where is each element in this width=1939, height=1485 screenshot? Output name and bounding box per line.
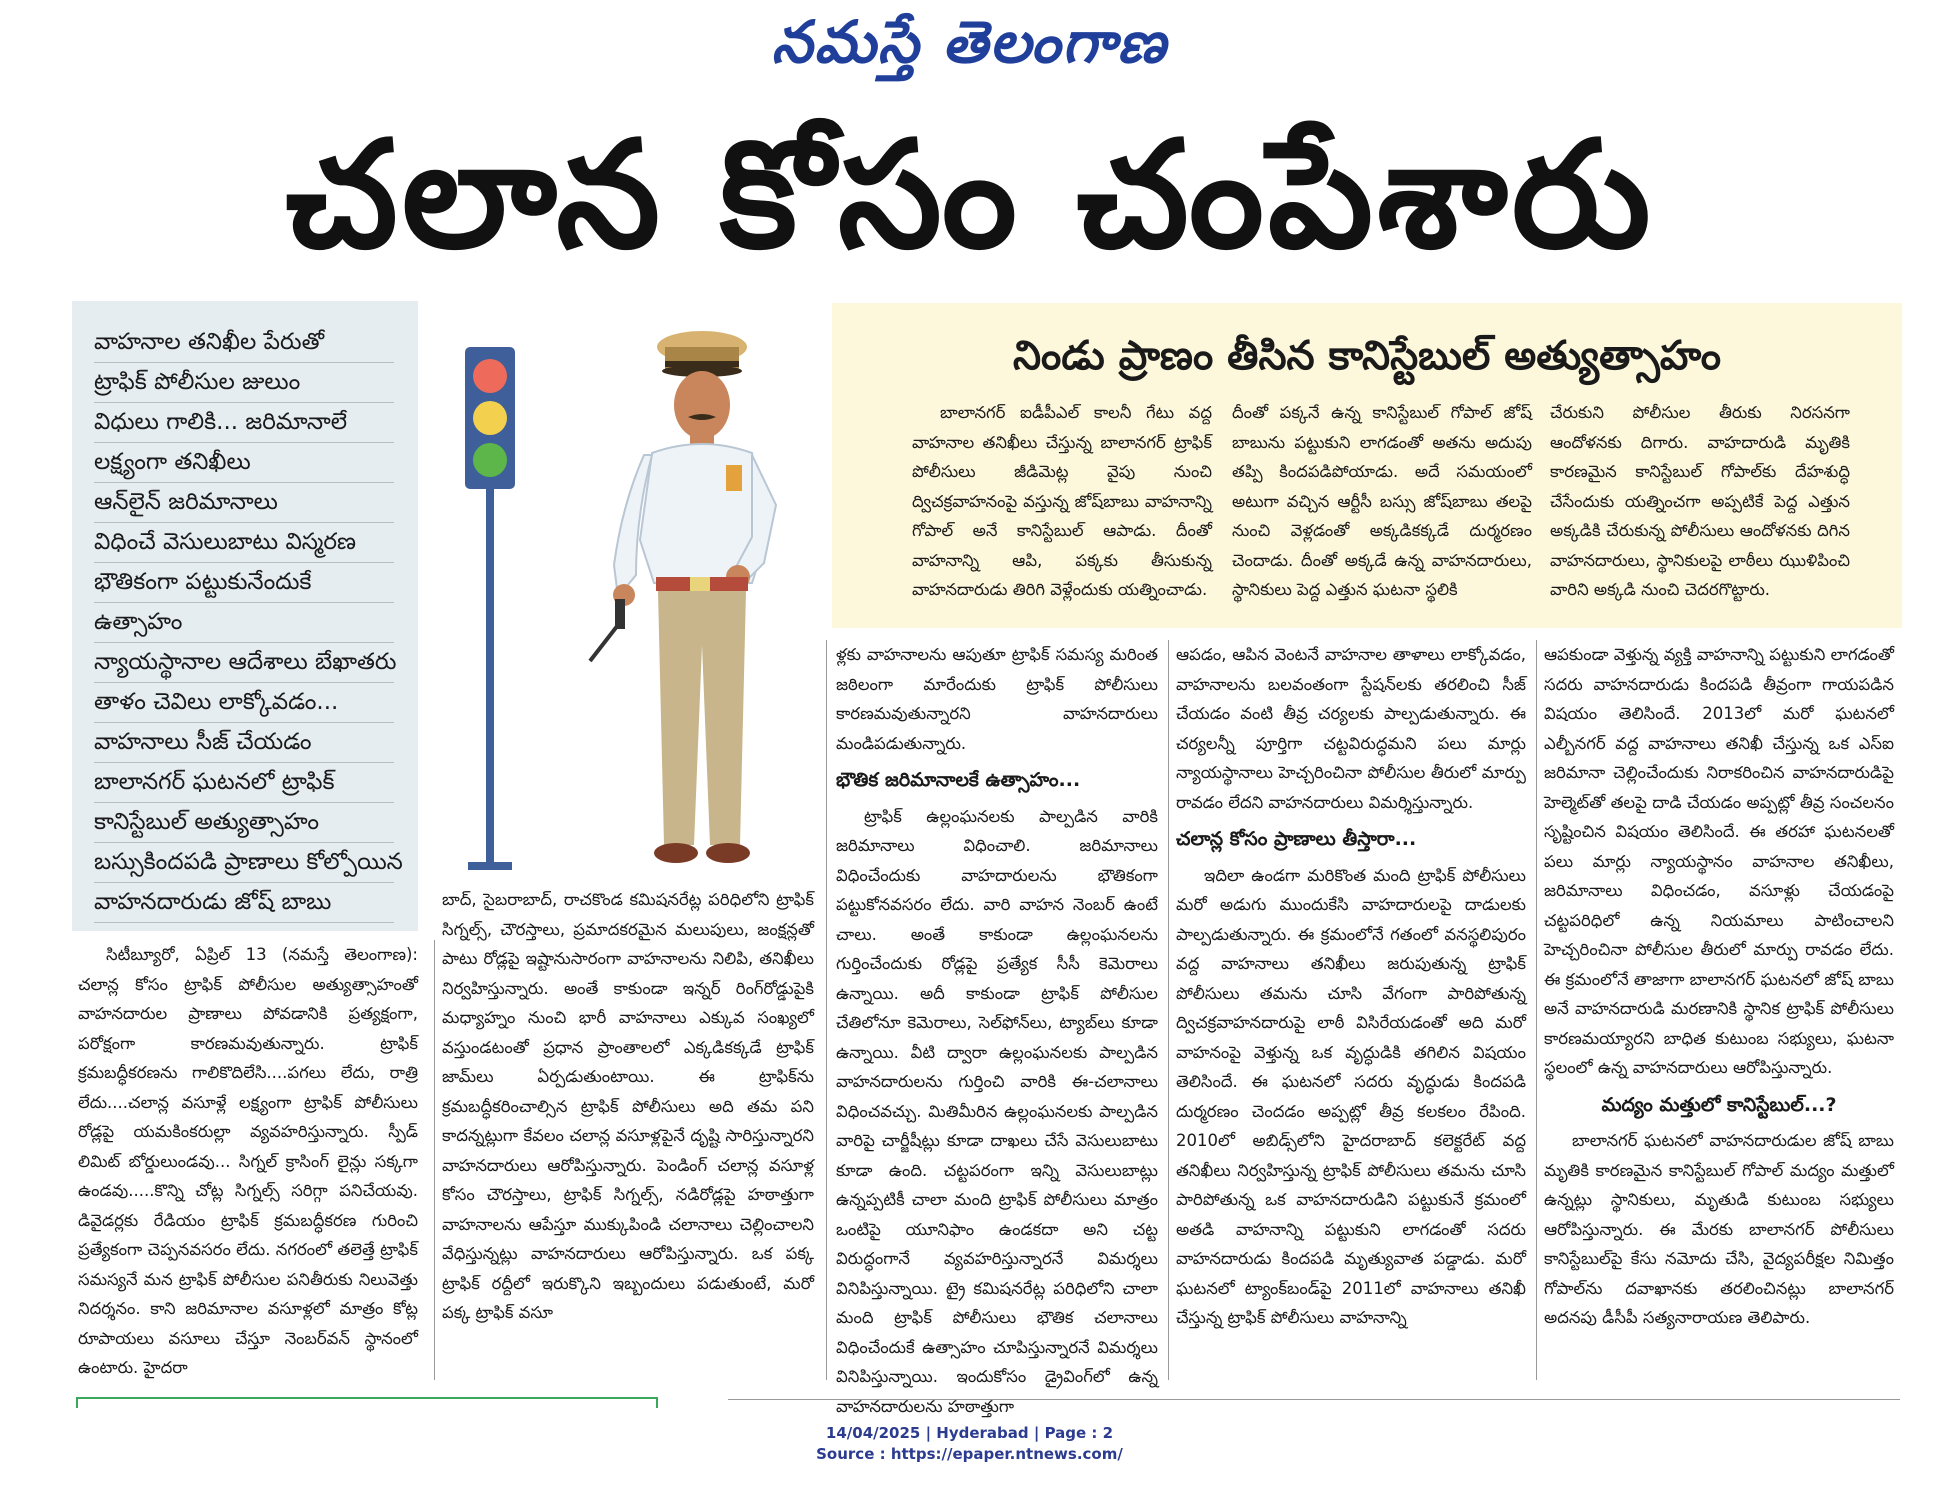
column-divider (1168, 640, 1169, 1380)
column-divider (826, 640, 827, 1380)
masthead-logo: నమస్తే తెలంగాణ (771, 8, 1168, 76)
highlight-item: లక్ష్యంగా తనిఖీలు (94, 443, 394, 483)
highlight-item: భౌతికంగా పట్టుకునేందుకే (94, 563, 394, 603)
subheading: చలాన్ల కోసం ప్రాణాలు తీస్తారా... (1176, 828, 1417, 850)
subheading: మద్యం మత్తులో కానిస్టేబుల్...? (1601, 1093, 1837, 1116)
highlight-item: బాలానగర్ ఘటనలో ట్రాఫిక్ (94, 763, 394, 803)
page-footer (0, 1423, 1939, 1465)
highlight-item: తాళం చెవిలు లాక్కోవడం... (94, 683, 394, 723)
article-column-3 (836, 640, 1158, 1416)
box-column-3 (1550, 398, 1850, 618)
advertisement-edge (76, 1397, 658, 1408)
paragraph: బాలానగర్ ఐడీపీఎల్ కాలనీ గేటు వద్ద వాహనాల తనిఖీలు చేస్తున్న బాలానగర్ ట్రాఫిక్ పోలీసులు జీడిమెట్ల వైపు నుంచి ద్విచక్రవాహనంపై వస్తున్న జోష్‌బాబు వాహనాన్ని గోపాల్ అనే కానిస్టేబుల్ ఆపాడు. దీంతో వాహనాన్ని ఆపి, పక్కకు తీసుకున్న వాహనదారుడు తిరిగి వెళ్లేందుకు యత్నించాడు. (912, 403, 1212, 599)
paragraph: ఆపకుండా వెళ్తున్న వ్యక్తి వాహనాన్ని పట్టుకుని లాగడంతో సదరు వాహనదారుడు కిందపడి తీవ్రంగా గాయపడిన విషయం తెలిసిందే. 2013లో మరో ఘటనలో ఎల్బీనగర్ వద్ద వాహనాలు తనిఖీ చేస్తున్న ఒక ఎస్ఐ జరిమానా చెల్లించేందుకు నిరాకరించిన వాహనదారుడిపై హెల్మెట్‌తో తలపై దాడి చేయడం అప్పట్లో తీవ్ర సంచలనం సృష్టించిన విషయం తెలిసిందే. ఈ తరహా ఘటనలతో పలు మార్లు న్యాయస్థానం వాహనాల తనిఖీలు, జరిమానాలు విధించడం, వసూళ్లు చేయడంపై చట్టపరిధిలో ఉన్న నియమాలు పాటించాలని హెచ్చరించినా పోలీసుల తీరులో మార్పు రావడం లేదు. ఈ క్రమంలోనే తాజాగా బాలానగర్ ఘటనలో జోష్ బాబు అనే వాహనదారుడి మరణానికి స్థానిక ట్రాఫిక్ పోలీసులు కారణమయ్యారని బాధిత కుటుంబ సభ్యులు, ఘటనా స్థలంలో ఉన్న వాహనదారులు ఆరోపిస్తున్నారు. (1544, 645, 1894, 1077)
highlight-item: వాహనాల తనిఖీల పేరుతో (94, 323, 394, 363)
paragraph: ఆపడం, ఆపిన వెంటనే వాహనాల తాళాలు లాక్కోవడం, వాహనాలను బలవంతంగా స్టేషన్‌లకు తరలించి సీజ్ చేయడం వంటి తీవ్ర చర్యలకు పాల్పడుతున్నారు. ఈ చర్యలన్నీ పూర్తిగా చట్టవిరుద్ధమని పలు మార్లు న్యాయస్థానాలు హెచ్చరించినా పోలీసుల తీరులో మార్పు రావడం లేదని వాహనదారులు విమర్శిస్తున్నారు. (1176, 645, 1526, 812)
highlights-list (72, 301, 418, 923)
box-column-2 (1232, 398, 1532, 618)
subheading: భౌతిక జరిమానాలకే ఉత్సాహం... (836, 769, 1081, 791)
kicker-headline: నిండు ప్రాణం తీసిన కానిస్టేబుల్ అత్యుత్సాహం (1012, 333, 1722, 379)
highlight-item: ట్రాఫిక్ పోలీసుల జులుం (94, 363, 394, 403)
highlights-box (72, 301, 418, 931)
box-column-1 (912, 398, 1212, 618)
kicker-box (832, 303, 1902, 628)
highlight-item: విధించే వెసులుబాటు విస్మరణ (94, 523, 394, 563)
article-column-4 (1176, 640, 1526, 1385)
article-column-5 (1544, 640, 1894, 1385)
paragraph: దీంతో పక్కనే ఉన్న కానిస్టేబుల్ గోపాల్ జోష్ బాబును పట్టుకుని లాగడంతో అతను అదుపు తప్పి కిందపడిపోయాడు. అదే సమయంలో అటుగా వచ్చిన ఆర్టీసీ బస్సు జోష్‌బాబు తలపై నుంచి వెళ్లడంతో అక్కడికక్కడే దుర్మరణం చెందాడు. దీంతో అక్కడే ఉన్న వాహనదారులు, స్థానికులు పెద్ద ఎత్తున ఘటనా స్థలికి (1232, 403, 1532, 599)
article-column-2 (442, 885, 814, 1385)
paragraph: సిటీబ్యూరో, ఏప్రిల్ 13 (నమస్తే తెలంగాణ): చలాన్ల కోసం ట్రాఫిక్ పోలీసుల అత్యుత్సాహంతో వాహనదారుల ప్రాణాలు పోవడానికి ప్రత్యక్షంగా, పరోక్షంగా కారణమవుతున్నారు. ట్రాఫిక్ క్రమబద్ధీకరణను గాలికొదిలేసి....పగలు లేదు, రాత్రి లేదు....చలాన్ల వసూళ్లే లక్ష్యంగా ట్రాఫిక్ పోలీసులు రోడ్లపై యమకింకరుల్లా వ్యవహరిస్తున్నారు. స్పీడ్ లిమిట్ బోర్డులుండవు... సిగ్నల్ క్రాసింగ్ లైన్లు సక్కగా ఉండవు.....కొన్ని చోట్ల సిగ్నల్స్ సరిగ్గా పనిచేయవు. డివైడర్లకు రేడియం ట్రాఫిక్ క్రమబద్ధీకరణ గురించి ప్రత్యేకంగా చెప్పనవసరం లేదు. నగరంలో తలెత్తే ట్రాఫిక్ సమస్యనే మన ట్రాఫిక్ పోలీసుల పనితీరుకు నిలువెత్తు నిదర్శనం. కాని జరిమానాల వసూళ్లలో మాత్రం కోట్ల రూపాయలు వసూలు చేస్తూ నెంబర్‌వన్ స్థానంలో ఉంటారు. హైదరా (78, 945, 418, 1377)
traffic-light-icon (465, 347, 515, 870)
paragraph: ట్రాఫిక్ ఉల్లంఘనలకు పాల్పడిన వారికి జరిమానాలు విధించాలి. జరిమానాలు విధించేందుకు వాహదారులను భౌతికంగా పట్టుకోనవసరం లేదు. వారి వాహన నెంబర్ ఉంటే చాలు. అంతే కాకుండా ఉల్లంఘనలను గుర్తించేందుకు రోడ్లపై ప్రత్యేక సీసీ కెమెరాలు ఉన్నాయి. అదీ కాకుండా ట్రాఫిక్ పోలీసుల చేతిలోనూ కెమెరాలు, సెల్‌ఫోన్‌లు, ట్యాబ్‌లు కూడా ఉన్నాయి. వీటి ద్వారా ఉల్లంఘనలకు పాల్పడిన వాహనదారులను గుర్తించి వారికి ఈ-చలానాలు విధించవచ్చు. మితిమీరిన ఉల్లంఘనలకు పాల్పడిన వారిపై చార్జీషీట్లు కూడా దాఖలు చేసే వెసులుబాటు కూడా ఉంది. చట్టపరంగా ఇన్ని వెసులుబాట్లు ఉన్నప్పటికీ చాలా మంది ట్రాఫిక్ పోలీసులు మాత్రం ఒంటిపై యూనిఫాం ఉండకదా అని చట్ట విరుద్ధంగానే వ్యవహరిస్తున్నారనే విమర్శలు వినిపిస్తున్నాయి. ట్రై కమిషనరేట్ల పరిధిలోని చాలా మంది ట్రాఫిక్ పోలీసులు భౌతిక చలానాలు విధించేందుకే ఉత్సాహం చూపిస్తున్నారనే విమర్శలు వినిపిస్తున్నాయి. ఇందుకోసం డ్రైవింగ్‌లో ఉన్న వాహనదారులను హఠాత్తుగా (836, 806, 1158, 1416)
paragraph: బాద్, సైబరాబాద్, రాచకొండ కమిషనరేట్ల పరిధిలోని ట్రాఫిక్ సిగ్నల్స్, చౌరస్తాలు, ప్రమాదకరమైన మలుపులు, జంక్షన్లతో పాటు రోడ్లపై ఇష్టానుసారంగా వాహనాలను నిలిపి, తనిఖీలు నిర్వహిస్తున్నారు. అంతే కాకుండా ఇన్నర్ రింగ్‌రోడ్డుపైకి మధ్యాహ్నం నుంచి భారీ వాహనాలు ఎక్కువ సంఖ్యలో వస్తుండటంతో ప్రధాన ప్రాంతాలలో ఎక్కడికక్కడే ట్రాఫిక్ జామ్‌లు ఏర్పడుతుంటాయి. ఈ ట్రాఫిక్‌ను క్రమబద్ధీకరించాల్సిన ట్రాఫిక్ పోలీసులు అది తమ పని కాదన్నట్లుగా కేవలం చలాన్ల వసూళ్లపైనే దృష్టి సారిస్తున్నారని వాహనదారులు ఆరోపిస్తున్నారు. పెండింగ్ చలాన్ల వసూళ్ల కోసం చౌరస్తాలు, ట్రాఫిక్ సిగ్నల్స్, నడిరోడ్లపై హఠాత్తుగా వాహనాలను ఆపేస్తూ ముక్కుపిండి చలానాలు చెల్లించాలని వేధిస్తున్నట్లు వాహనదారులు ఆరోపిస్తున్నారు. ఒక పక్క ట్రాఫిక్ రద్దీలో ఇరుక్కొని ఇబ్బందులు పడుతుంటే, మరో పక్క ట్రాఫిక్ వసూ (442, 890, 814, 1322)
column-divider (1536, 640, 1537, 1380)
article-column-1 (78, 940, 418, 1385)
highlight-item: వాహనదారుడు జోష్ బాబు (94, 883, 394, 923)
highlight-item: బస్సుకిందపడి ప్రాణాలు కోల్పోయిన (94, 843, 394, 883)
paragraph: బాలానగర్ ఘటనలో వాహనదారుడుల జోష్ బాబు మృతికి కారణమైన కానిస్టేబుల్ గోపాల్ మద్యం మత్తులో ఉన్నట్లు స్థానికులు, మృతుడి కుటుంబ సభ్యులు ఆరోపిస్తున్నారు. ఈ మేరకు బాలానగర్ పోలీసులు కానిస్టేబుల్‌పై కేసు నమోదు చేసి, వైద్యపరీక్షల నిమిత్తం గోపాల్‌ను దవాఖానకు తరలించినట్లు బాలానగర్ అదనపు డీసీపీ సత్యనారాయణ తెలిపారు. (1544, 1131, 1894, 1327)
highlight-item: న్యాయస్థానాల ఆదేశాలు బేఖాతరు (94, 643, 394, 683)
traffic-police-illustration (440, 305, 830, 880)
highlight-item: వాహనాలు సీజ్ చేయడం (94, 723, 394, 763)
footer-source-line: Source : https://epaper.ntnews.com/ (816, 1445, 1123, 1463)
highlight-item: కానిస్టేబుల్ అత్యుత్సాహం (94, 803, 394, 843)
paragraph: చేరుకుని పోలీసుల తీరుకు నిరసనగా ఆందోళనకు దిగారు. వాహదారుడి మృతికి కారణమైన కానిస్టేబుల్ గోపాల్‌కు దేహశుద్ధి చేసేందుకు యత్నించగా అప్పటికే పెద్ద ఎత్తున అక్కడికి చేరుకున్న పోలీసులు ఆందోళనకు దిగిన వాహనదారులు, స్థానికులపై లాఠీలు ఝుళిపించి వారిని అక్కడి నుంచి చెదరగొట్టారు. (1550, 403, 1850, 599)
highlight-item: ఆన్‌లైన్ జరిమానాలు (94, 483, 394, 523)
headline: చలాన కోసం చంపేశారు (285, 109, 1655, 281)
paragraph: ఇదిలా ఉండగా మరికొంత మంది ట్రాఫిక్ పోలీసులు మరో అడుగు ముందుకేసి వాహదారులపై దాడులకు పాల్పడుతున్నారు. ఈ క్రమంలోనే గతంలో వనస్థలిపురం వద్ద వాహనాలు తనిఖీలు జరుపుతున్న ట్రాఫిక్ పోలీసులు తమను చూసి వేగంగా పారిపోతున్న ద్విచక్రవాహనదారుపై లాఠీ విసిరేయడంతో అది మరో వాహనంపై వెళ్తున్న ఒక వృద్ధుడికి తగిలిన విషయం తెలిసిందే. ఈ ఘటనలో సదరు వృద్ధుడు కిందపడి దుర్మరణం చెందడం అప్పట్లో తీవ్ర కలకలం రేపింది. 2010లో అబిడ్స్‌లోని హైదరాబాద్ కలెక్టరేట్ వద్ద తనిఖీలు నిర్వహిస్తున్న ట్రాఫిక్ పోలీసులు తమను చూసి పారిపోతున్న ఒక వాహనదారుడిని పట్టుకునే క్రమంలో అతడి వాహనాన్ని పట్టుకుని లాగడంతో సదరు వాహనదారుడు కిందపడి మృత్యువాత పడ్డాడు. మరో ఘటనలో ట్యాంక్‌బండ్‌పై 2011లో వాహనాలు తనిఖీ చేస్తున్న ట్రాఫిక్ పోలీసులు వాహనాన్ని (1176, 865, 1526, 1327)
highlight-item: ఉత్సాహం (94, 603, 394, 643)
highlight-item: విధులు గాలికి... జరిమానాలే (94, 403, 394, 443)
column-divider (434, 940, 435, 1380)
policeman-figure (590, 331, 776, 863)
footer-date-line: 14/04/2025 | Hyderabad | Page : 2 (825, 1424, 1114, 1442)
paragraph: ళ్లకు వాహనాలను ఆపుతూ ట్రాఫిక్ సమస్య మరింత జఠిలంగా మారేందుకు ట్రాఫిక్ పోలీసులు కారణమవుతున్నారని వాహనదారులు మండిపడుతున్నారు. (836, 645, 1158, 753)
